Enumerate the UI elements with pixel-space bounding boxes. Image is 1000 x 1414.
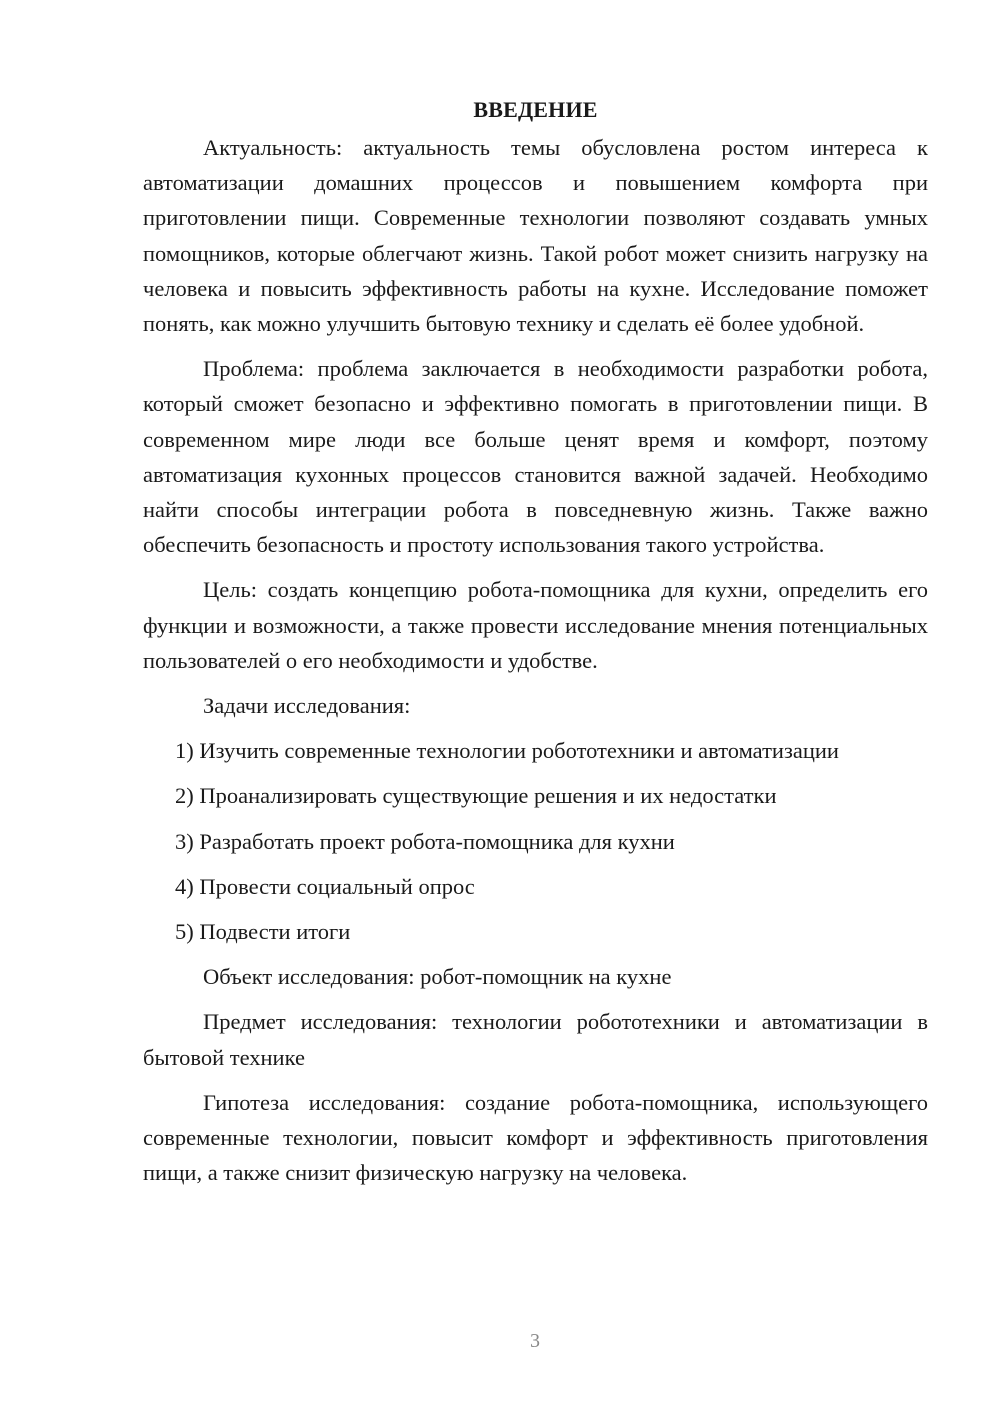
relevance-paragraph: Актуальность: актуальность темы обусловлена ростом интереса к автоматизации домашних процессов и повышением комфорта при приготовлении пищи. Современные технологии позволяют создавать умных помощников, которые облегчают жизнь. Такой робот может снизить нагрузку на человека и повысить эффективность работы на кухне. Исследование поможет понять, как можно улучшить бытовую технику и сделать её более удобной.: [143, 135, 928, 337]
task-item-1: 1) Изучить современные технологии робототехники и автоматизации: [175, 738, 839, 764]
goal-paragraph: Цель: создать концепцию робота-помощника для кухни, определить его функции и возможности, а также провести исследование мнения потенциальных пользователей о его необходимости и удобстве.: [143, 577, 928, 673]
tasks-list: [143, 733, 928, 949]
object-paragraph: Объект исследования: робот-помощник на кухне: [203, 964, 672, 990]
hypothesis-paragraph: Гипотеза исследования: создание робота-помощника, использующего современные технологии, повысит комфорт и эффективность приготовления пищи, а также снизит физическую нагрузку на человека.: [143, 1089, 928, 1186]
problem-paragraph: Проблема: проблема заключается в необходимости разработки робота, который сможет безопасно и эффективно помогать в приготовлении пищи. В современном мире люди все больше ценят время и комфорт, поэтому автоматизация кухонных процессов становится важной задачей. Необходимо найти способы интеграции робота в повседневную жизнь. Также важно обеспечить безопасность и простоту использования такого устройства.: [143, 356, 928, 558]
task-item-4: 4) Провести социальный опрос: [175, 873, 475, 899]
page-number: 3: [530, 1330, 540, 1352]
task-item-3: 3) Разработать проект робота-помощника для кухни: [175, 828, 675, 854]
page-title: ВВЕДЕНИЕ: [473, 97, 598, 122]
tasks-heading: Задачи исследования:: [203, 693, 411, 719]
document-body: [143, 92, 928, 1200]
subject-paragraph: Предмет исследования: технологии робототехники и автоматизации в бытовой технике: [143, 1009, 928, 1070]
task-item-5: 5) Подвести итоги: [175, 919, 351, 945]
task-item-2: 2) Проанализировать существующие решения и их недостатки: [175, 783, 777, 809]
